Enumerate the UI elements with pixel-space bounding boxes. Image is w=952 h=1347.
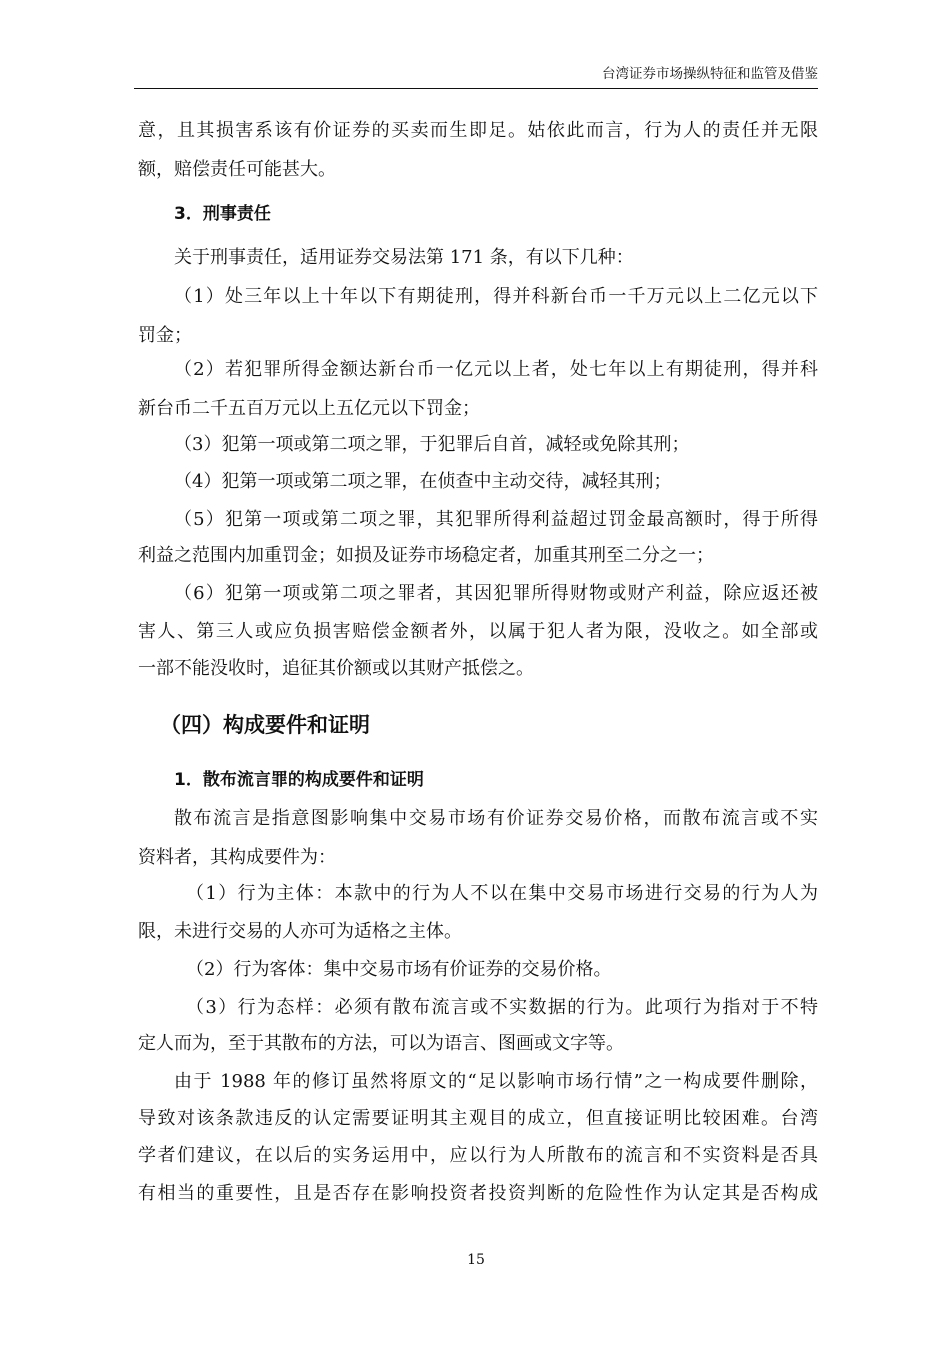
list-item-line: （5）犯第一项或第二项之罪，其犯罪所得利益超过罚金最高额时，得于所得 [174, 509, 818, 530]
page-number: 15 [467, 1252, 485, 1268]
list-item-line: （1）行为主体：本款中的行为人不以在集中交易市场进行交易的行为人为 [186, 883, 818, 904]
body-line: 散布流言是指意图影响集中交易市场有价证券交易价格，而散布流言或不实 [174, 808, 818, 829]
list-item-line: （2）若犯罪所得金额达新台币一亿元以上者，处七年以上有期徒刑，得并科 [174, 359, 818, 380]
body-line: 学者们建议，在以后的实务运用中，应以行为人所散布的流言和不实资料是否具 [138, 1145, 818, 1166]
list-item-line: （3）行为态样：必须有散布流言或不实数据的行为。此项行为指对于不特 [186, 997, 818, 1018]
list-item-line: （2）行为客体：集中交易市场有价证券的交易价格。 [186, 959, 612, 980]
list-item-line: 利益之范围内加重罚金；如损及证券市场稳定者，加重其刑至二分之一； [138, 545, 714, 566]
list-item-line: 限，未进行交易的人亦可为适格之主体。 [138, 921, 462, 942]
header-rule [134, 88, 818, 89]
list-item-line: （3）犯第一项或第二项之罪，于犯罪后自首，减轻或免除其刑； [174, 434, 690, 455]
subsection-heading-rumor-crime: 1．散布流言罪的构成要件和证明 [174, 770, 424, 790]
list-item-line: 一部不能没收时，追征其价额或以其财产抵偿之。 [138, 658, 534, 679]
list-item-line: 害人、第三人或应负损害赔偿金额者外，以属于犯人者为限，没收之。如全部或 [138, 621, 818, 642]
list-item-line: （4）犯第一项或第二项之罪，在侦查中主动交待，减轻其刑； [174, 471, 672, 492]
body-line: 意，且其损害系该有价证券的买卖而生即足。姑依此而言，行为人的责任并无限 [138, 120, 818, 141]
list-item-line: （6）犯第一项或第二项之罪者，其因犯罪所得财物或财产利益，除应返还被 [174, 583, 818, 604]
body-line: 由于 1988 年的修订虽然将原文的“足以影响市场行情”之一构成要件删除， [174, 1071, 818, 1092]
section-heading-elements-and-proof: （四）构成要件和证明 [160, 713, 370, 737]
subsection-heading-criminal-liability: 3．刑事责任 [174, 204, 271, 224]
body-line: 关于刑事责任，适用证券交易法第 171 条，有以下几种： [174, 247, 634, 268]
running-header: 台湾证券市场操纵特征和监管及借鉴 [602, 66, 818, 82]
body-line: 额，赔偿责任可能甚大。 [138, 159, 336, 180]
list-item-line: 定人而为，至于其散布的方法，可以为语言、图画或文字等。 [138, 1033, 624, 1054]
body-line: 资料者，其构成要件为： [138, 847, 336, 868]
list-item-line: 新台币二千五百万元以上五亿元以下罚金； [138, 398, 480, 419]
list-item-line: （1）处三年以上十年以下有期徒刑，得并科新台币一千万元以上二亿元以下 [174, 286, 818, 307]
body-line: 有相当的重要性，且是否存在影响投资者投资判断的危险性作为认定其是否构成 [138, 1183, 818, 1204]
list-item-line: 罚金； [138, 325, 192, 346]
body-line: 导致对该条款违反的认定需要证明其主观目的成立，但直接证明比较困难。台湾 [138, 1108, 818, 1129]
